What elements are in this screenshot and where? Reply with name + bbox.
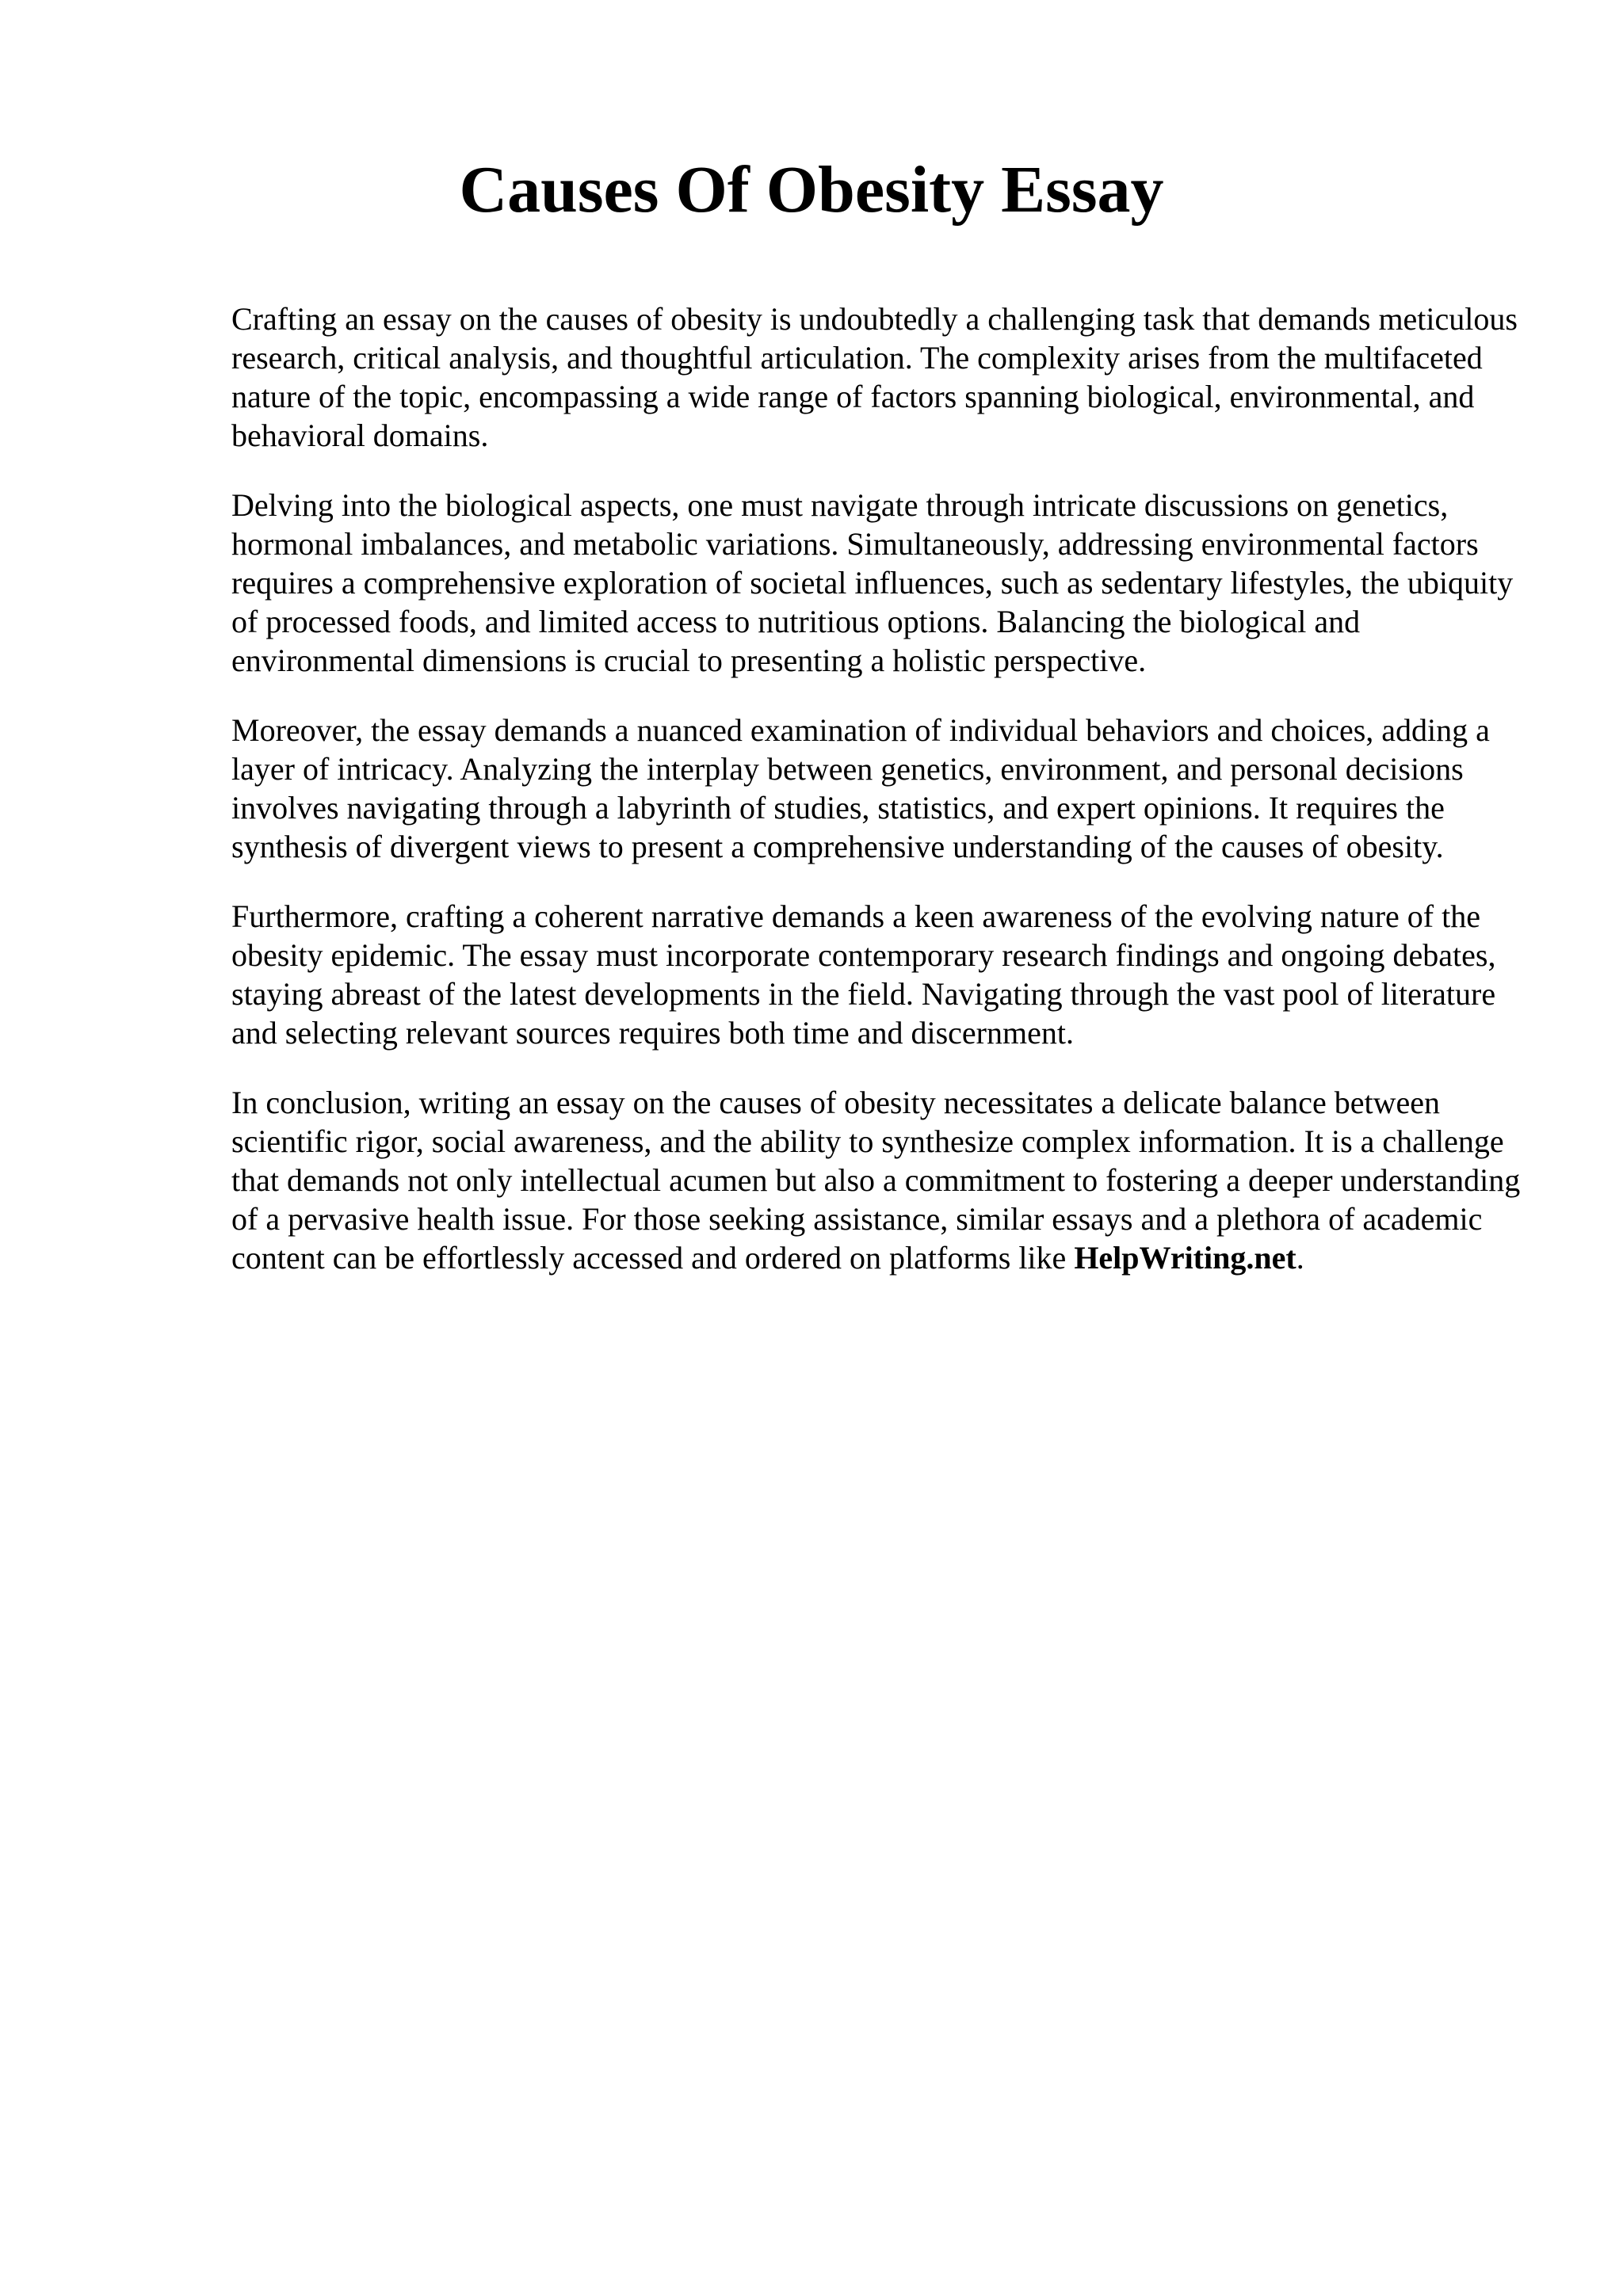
paragraph-conclusion — [231, 1083, 1531, 1277]
conclusion-text: In conclusion, writing an essay on the causes of obesity necessitates a delicate balance between scientific rigor, social awareness, and the ability to synthesize complex information. It is a challenge that demands not only intellectual acumen but also a commitment to fostering a deeper understanding of a pervasive health issue. For those seeking assistance, similar essays and a plethora of academic content can be effortlessly accessed and ordered on platforms like — [231, 1085, 1521, 1276]
paragraph-biological: Delving into the biological aspects, one must navigate through intricate discussions on genetics, hormonal imbalances, and metabolic variations. Simultaneously, addressing environmental factors requires a comprehensive exploration of societal influences, such as sedentary lifestyles, the ubiquity of processed foods, and limited access to nutritious options. Balancing the biological and environmental dimensions is crucial to presenting a holistic perspective. — [231, 487, 1514, 678]
brand-link[interactable]: HelpWriting.net — [1074, 1240, 1296, 1276]
essay-body — [231, 299, 1531, 1308]
paragraph-research: Furthermore, crafting a coherent narrative demands a keen awareness of the evolving nature of the obesity epidemic. The essay must incorporate contemporary research findings and ongoing debates, staying abreast of the latest developments in the field. Navigating through the vast pool of literature and selecting relevant sources requires both time and discernment. — [231, 898, 1496, 1051]
paragraph-behavioral: Moreover, the essay demands a nuanced examination of individual behaviors and choices, adding a layer of intricacy. Analyzing the interplay between genetics, environment, and personal decisions involves navigating through a labyrinth of studies, statistics, and expert opinions. It requires the synthesis of divergent views to present a comprehensive understanding of the causes of obesity. — [231, 712, 1490, 864]
page-title: Causes Of Obesity Essay — [459, 153, 1164, 227]
paragraph-intro: Crafting an essay on the causes of obesity is undoubtedly a challenging task that demands meticulous research, critical analysis, and thoughtful articulation. The complexity arises from the multifaceted nature of the topic, encompassing a wide range of factors spanning biological, environmental, and behavioral domains. — [231, 301, 1518, 453]
conclusion-end: . — [1296, 1240, 1304, 1276]
